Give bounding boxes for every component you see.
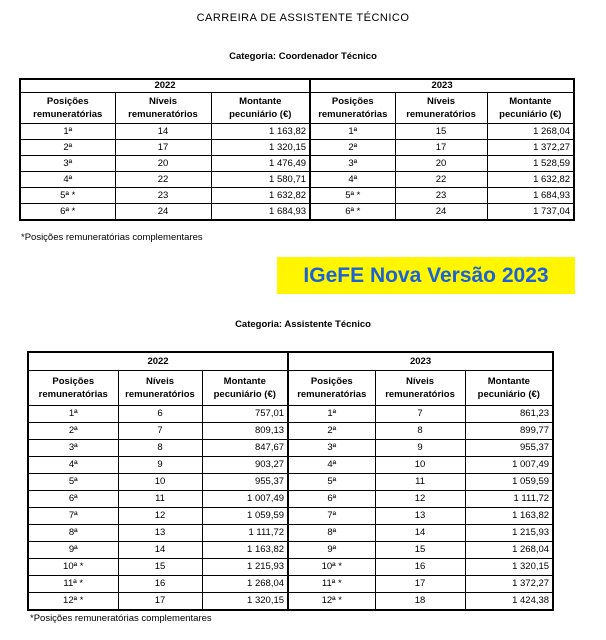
- position-cell: 1ª: [310, 124, 395, 140]
- igefe-banner: IGeFE Nova Versão 2023: [277, 257, 575, 294]
- position-cell: 4ª: [310, 172, 395, 188]
- amount-cell: 899,77: [465, 423, 553, 440]
- amount-cell: 1 320,15: [211, 140, 310, 156]
- position-cell: 11ª *: [288, 576, 375, 593]
- levels-header: Níveis remuneratórios: [395, 93, 487, 124]
- level-cell: 16: [375, 559, 465, 576]
- levels-header: Níveis remuneratórios: [115, 93, 211, 124]
- table-row: [28, 593, 553, 611]
- complementary-positions-note: *Posições remuneratórias complementares: [30, 613, 212, 624]
- table-row: [20, 156, 574, 172]
- amount-cell: 1 163,82: [465, 508, 553, 525]
- position-cell: 6ª: [288, 491, 375, 508]
- position-cell: 2ª: [310, 140, 395, 156]
- category-assistente-title: Categoria: Assistente Técnico: [235, 319, 371, 330]
- amount-cell: 955,37: [465, 440, 553, 457]
- level-cell: 10: [375, 457, 465, 474]
- year-2023-header: 2023: [310, 79, 574, 93]
- page-title: CARREIRA DE ASSISTENTE TÉCNICO: [196, 12, 410, 24]
- amount-header: Montante pecuniário (€): [465, 371, 553, 406]
- amount-cell: 1 163,82: [211, 124, 310, 140]
- amount-cell: 1 215,93: [202, 559, 288, 576]
- level-cell: 6: [118, 406, 202, 423]
- positions-header: Posições remuneratórias: [288, 371, 375, 406]
- level-cell: 17: [395, 140, 487, 156]
- position-cell: 6ª: [28, 491, 118, 508]
- amount-cell: 1 268,04: [487, 124, 574, 140]
- position-cell: 9ª: [288, 542, 375, 559]
- year-2022-header: 2022: [28, 352, 288, 371]
- position-cell: 11ª *: [28, 576, 118, 593]
- level-cell: 14: [375, 525, 465, 542]
- level-cell: 22: [115, 172, 211, 188]
- amount-cell: 1 632,82: [211, 188, 310, 204]
- amount-cell: 1 632,82: [487, 172, 574, 188]
- table-row: [28, 508, 553, 525]
- position-cell: 12ª *: [288, 593, 375, 611]
- table-row: [28, 474, 553, 491]
- amount-cell: 1 163,82: [202, 542, 288, 559]
- amount-cell: 1 580,71: [211, 172, 310, 188]
- position-cell: 4ª: [28, 457, 118, 474]
- level-cell: 16: [118, 576, 202, 593]
- position-cell: 2ª: [28, 423, 118, 440]
- amount-header: Montante pecuniário (€): [211, 93, 310, 124]
- position-cell: 5ª: [28, 474, 118, 491]
- position-cell: 1ª: [28, 406, 118, 423]
- level-cell: 15: [118, 559, 202, 576]
- level-cell: 14: [118, 542, 202, 559]
- amount-cell: 1 059,59: [202, 508, 288, 525]
- level-cell: 14: [115, 124, 211, 140]
- position-cell: 5ª: [288, 474, 375, 491]
- position-cell: 9ª: [28, 542, 118, 559]
- table-row: [20, 172, 574, 188]
- level-cell: 17: [375, 576, 465, 593]
- amount-cell: 1 111,72: [465, 491, 553, 508]
- position-cell: 7ª: [28, 508, 118, 525]
- amount-cell: 1 320,15: [202, 593, 288, 611]
- position-cell: 5ª *: [310, 188, 395, 204]
- table-row: [28, 525, 553, 542]
- table-row: [20, 188, 574, 204]
- amount-cell: 1 007,49: [465, 457, 553, 474]
- level-cell: 22: [395, 172, 487, 188]
- level-cell: 8: [118, 440, 202, 457]
- level-cell: 12: [375, 491, 465, 508]
- positions-header: Posições remuneratórias: [20, 93, 115, 124]
- level-cell: 17: [118, 593, 202, 611]
- level-cell: 24: [395, 204, 487, 221]
- position-cell: 8ª: [28, 525, 118, 542]
- position-cell: 10ª *: [288, 559, 375, 576]
- level-cell: 23: [115, 188, 211, 204]
- table-row: [28, 440, 553, 457]
- position-cell: 6ª *: [310, 204, 395, 221]
- amount-cell: 903,27: [202, 457, 288, 474]
- levels-header: Níveis remuneratórios: [375, 371, 465, 406]
- level-cell: 13: [118, 525, 202, 542]
- amount-cell: 1 268,04: [202, 576, 288, 593]
- positions-header: Posições remuneratórias: [28, 371, 118, 406]
- category-coordenador-title: Categoria: Coordenador Técnico: [229, 51, 377, 62]
- position-cell: 8ª: [288, 525, 375, 542]
- table-row: [28, 491, 553, 508]
- level-cell: 8: [375, 423, 465, 440]
- level-cell: 17: [115, 140, 211, 156]
- table-row: [20, 204, 574, 221]
- level-cell: 10: [118, 474, 202, 491]
- table-row: [28, 559, 553, 576]
- amount-cell: 861,23: [465, 406, 553, 423]
- amount-cell: 1 059,59: [465, 474, 553, 491]
- amount-cell: 1 424,38: [465, 593, 553, 611]
- amount-cell: 809,13: [202, 423, 288, 440]
- amount-cell: 1 684,93: [487, 188, 574, 204]
- level-cell: 11: [375, 474, 465, 491]
- positions-header: Posições remuneratórias: [310, 93, 395, 124]
- position-cell: 1ª: [288, 406, 375, 423]
- amount-header: Montante pecuniário (€): [202, 371, 288, 406]
- table-row: [20, 124, 574, 140]
- level-cell: 7: [375, 406, 465, 423]
- level-cell: 18: [375, 593, 465, 611]
- assistente-salary-table: [27, 351, 554, 611]
- level-cell: 15: [375, 542, 465, 559]
- position-cell: 3ª: [20, 156, 115, 172]
- amount-cell: 1 111,72: [202, 525, 288, 542]
- coordenador-salary-table: [19, 78, 575, 221]
- position-cell: 1ª: [20, 124, 115, 140]
- amount-cell: 847,67: [202, 440, 288, 457]
- amount-cell: 1 320,15: [465, 559, 553, 576]
- position-cell: 10ª *: [28, 559, 118, 576]
- amount-cell: 1 684,93: [211, 204, 310, 221]
- amount-cell: 1 476,49: [211, 156, 310, 172]
- amount-cell: 1 268,04: [465, 542, 553, 559]
- table-row: [28, 576, 553, 593]
- table-row: [28, 457, 553, 474]
- level-cell: 11: [118, 491, 202, 508]
- assistente-table-body: [28, 406, 553, 611]
- table-row: [28, 542, 553, 559]
- complementary-positions-note: *Posições remuneratórias complementares: [21, 232, 203, 243]
- year-2023-header: 2023: [288, 352, 553, 371]
- amount-header: Montante pecuniário (€): [487, 93, 574, 124]
- coordenador-table-body: [20, 124, 574, 221]
- position-cell: 5ª *: [20, 188, 115, 204]
- position-cell: 4ª: [288, 457, 375, 474]
- amount-cell: 1 007,49: [202, 491, 288, 508]
- amount-cell: 1 372,27: [465, 576, 553, 593]
- amount-cell: 1 215,93: [465, 525, 553, 542]
- amount-cell: 1 528,59: [487, 156, 574, 172]
- position-cell: 2ª: [288, 423, 375, 440]
- table-row: [28, 423, 553, 440]
- position-cell: 3ª: [28, 440, 118, 457]
- amount-cell: 1 737,04: [487, 204, 574, 221]
- level-cell: 9: [118, 457, 202, 474]
- levels-header: Níveis remuneratórios: [118, 371, 202, 406]
- level-cell: 23: [395, 188, 487, 204]
- level-cell: 9: [375, 440, 465, 457]
- position-cell: 4ª: [20, 172, 115, 188]
- table-row: [28, 406, 553, 423]
- level-cell: 7: [118, 423, 202, 440]
- amount-cell: 757,01: [202, 406, 288, 423]
- amount-cell: 955,37: [202, 474, 288, 491]
- level-cell: 20: [115, 156, 211, 172]
- level-cell: 24: [115, 204, 211, 221]
- amount-cell: 1 372,27: [487, 140, 574, 156]
- level-cell: 20: [395, 156, 487, 172]
- position-cell: 12ª *: [28, 593, 118, 611]
- level-cell: 13: [375, 508, 465, 525]
- position-cell: 6ª *: [20, 204, 115, 221]
- year-2022-header: 2022: [20, 79, 310, 93]
- position-cell: 2ª: [20, 140, 115, 156]
- position-cell: 7ª: [288, 508, 375, 525]
- position-cell: 3ª: [288, 440, 375, 457]
- position-cell: 3ª: [310, 156, 395, 172]
- level-cell: 12: [118, 508, 202, 525]
- table-row: [20, 140, 574, 156]
- level-cell: 15: [395, 124, 487, 140]
